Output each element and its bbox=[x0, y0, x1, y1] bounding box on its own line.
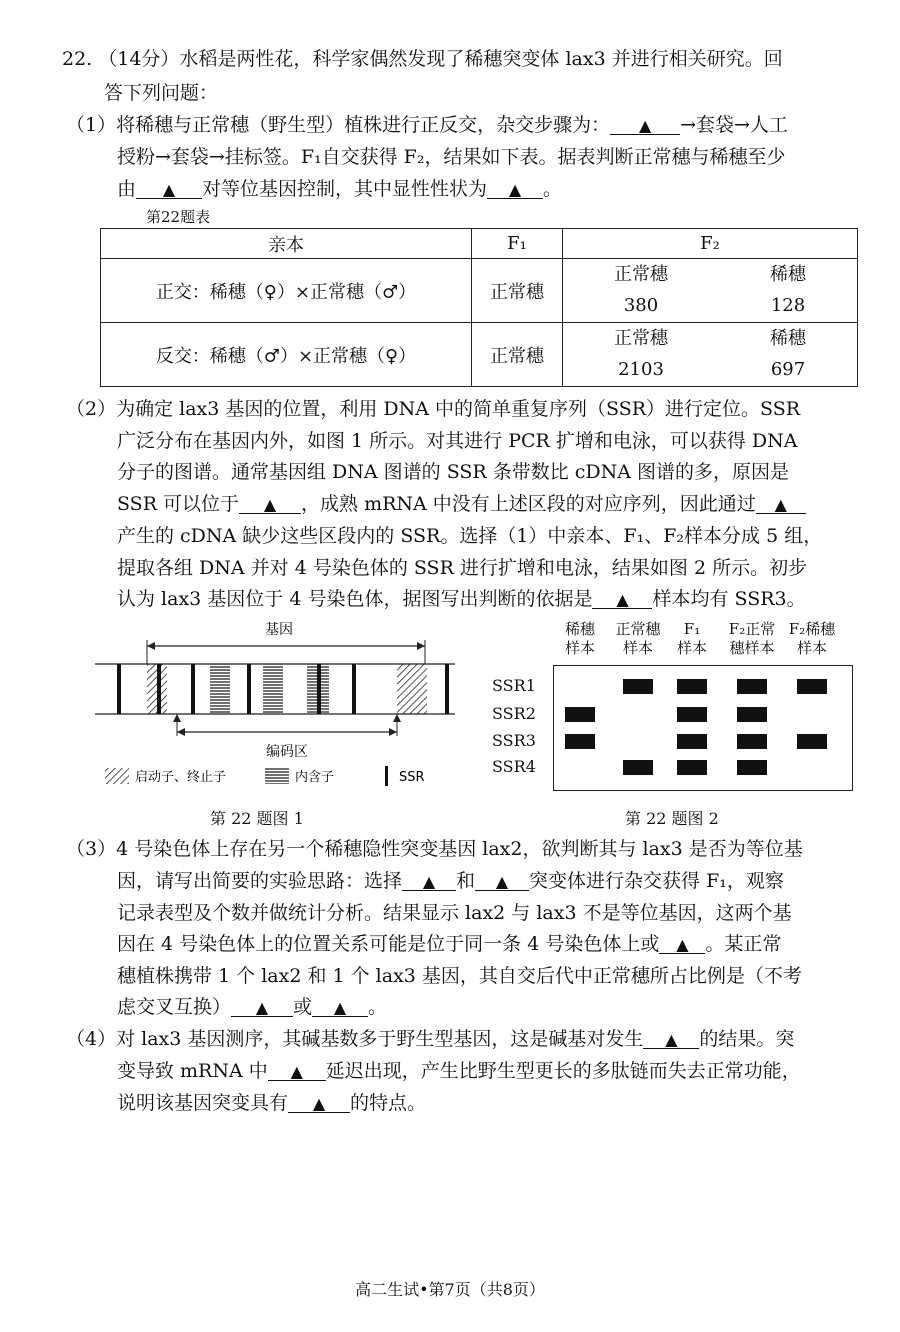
gel-column-label-line2: 样本 bbox=[676, 638, 707, 657]
legend-promoter-swatch bbox=[105, 768, 129, 784]
arrow-head bbox=[177, 728, 185, 736]
cell-parent: 反交：稀穗（♂）×正常穗（♀） bbox=[101, 323, 472, 387]
ssr-marker bbox=[445, 664, 449, 714]
answer-blank[interactable]: ▲ bbox=[756, 497, 806, 514]
part3-text: 因在 4 号染色体上的位置关系可能是位于同一条 4 号染色体上或 bbox=[117, 933, 660, 955]
part1-text: 。 bbox=[543, 178, 563, 200]
gel-band bbox=[565, 734, 595, 749]
arrow-head bbox=[389, 728, 397, 736]
ssr-marker bbox=[191, 664, 195, 714]
answer-blank[interactable]: ▲ bbox=[643, 1032, 699, 1049]
part4-text: 的结果。突 bbox=[699, 1028, 795, 1050]
gel-column-label bbox=[660, 620, 724, 658]
part4-text: （4）对 lax3 基因测序，其碱基数多于野生型基因，这是碱基对发生 bbox=[66, 1028, 644, 1050]
gene-label: 基因 bbox=[265, 622, 293, 638]
gene-structure-figure bbox=[95, 618, 465, 818]
part4-line3 bbox=[117, 1094, 426, 1113]
answer-blank[interactable]: ▲ bbox=[312, 1000, 368, 1017]
f2-value: 2103 bbox=[618, 358, 664, 380]
part3-line2 bbox=[117, 872, 784, 891]
figure2-caption: 第 22 题图 2 bbox=[625, 809, 719, 828]
gel-column-label bbox=[548, 620, 612, 658]
part1-line2: 授粉→套袋→挂标签。F₁自交获得 F₂，结果如下表。据表判断正常穗与稀穗至少 bbox=[117, 146, 786, 168]
gel-column-label-line1: F₂稀穗 bbox=[788, 620, 836, 638]
answer-blank[interactable]: ▲ bbox=[288, 1096, 350, 1113]
gel-band bbox=[797, 734, 827, 749]
part3-text: 因，请写出简要的实验思路：选择 bbox=[117, 870, 403, 892]
part3-text: 和 bbox=[456, 870, 476, 892]
gel-band bbox=[677, 679, 707, 694]
answer-blank[interactable]: ▲ bbox=[659, 937, 705, 954]
part1-text: →套袋→人工 bbox=[680, 114, 788, 136]
part4-text: 的特点。 bbox=[350, 1092, 427, 1114]
cell-parent: 正交：稀穗（♀）×正常穗（♂） bbox=[101, 259, 472, 323]
gel-column-label-line1: 稀穗 bbox=[564, 620, 595, 638]
part4-line2 bbox=[117, 1062, 801, 1081]
gel-band bbox=[797, 679, 827, 694]
question-header-line2: 答下列问题： bbox=[104, 82, 219, 104]
cell-f1: 正常穗 bbox=[472, 259, 563, 323]
answer-blank[interactable]: ▲ bbox=[592, 592, 652, 609]
gel-column-label-line2: 样本 bbox=[796, 638, 827, 657]
part2-text: ，成熟 mRNA 中没有上述区段的对应序列，因此通过 bbox=[301, 493, 756, 515]
part2-line7 bbox=[117, 590, 806, 609]
part2-text: 认为 lax3 基因位于 4 号染色体，据图写出判断的依据是 bbox=[117, 588, 593, 610]
gel-row-label: SSR1 bbox=[492, 676, 536, 695]
answer-blank[interactable]: ▲ bbox=[231, 1000, 293, 1017]
gel-band bbox=[677, 734, 707, 749]
part3-text: 。某正常 bbox=[705, 933, 782, 955]
legend-ssr-swatch bbox=[385, 766, 388, 786]
f2-value: 697 bbox=[770, 358, 806, 380]
answer-blank[interactable]: ▲ bbox=[268, 1064, 326, 1081]
part3-line4 bbox=[117, 935, 781, 954]
part1-line1 bbox=[66, 116, 788, 135]
figure1-caption: 第 22 题图 1 bbox=[210, 809, 304, 828]
gel-column-label-line1: F₁ bbox=[683, 620, 701, 638]
answer-blank[interactable]: ▲ bbox=[239, 497, 301, 514]
header-parent: 亲本 bbox=[101, 229, 472, 259]
f2-value: 128 bbox=[770, 294, 806, 316]
answer-blank[interactable]: ▲ bbox=[487, 182, 543, 199]
gel-row-label: SSR3 bbox=[492, 731, 536, 750]
legend-intron-swatch bbox=[265, 768, 289, 784]
part4-text: 延迟出现，产生比野生型更长的多肽链而失去正常功能， bbox=[325, 1060, 801, 1082]
part1-line3 bbox=[117, 180, 562, 199]
part2-text: SSR 可以位于 bbox=[117, 493, 240, 515]
gel-band bbox=[737, 734, 767, 749]
header-f2: F₂ bbox=[563, 229, 858, 259]
cell-f1: 正常穗 bbox=[472, 323, 563, 387]
part3-text: 突变体进行杂交获得 F₁，观察 bbox=[529, 870, 784, 892]
part2-line5: 产生的 cDNA 缺少这些区段内的 SSR。选择（1）中亲本、F₁、F₂样本分成 5 组， bbox=[117, 525, 823, 547]
gel-column-label-line2: 样本 bbox=[622, 638, 653, 657]
gel-column-label-line1: F₂正常 bbox=[728, 620, 776, 638]
gel-band bbox=[623, 679, 653, 694]
gel-column-label bbox=[720, 620, 784, 658]
part3-text: 虑交叉互换） bbox=[117, 996, 232, 1018]
gel-row-label: SSR2 bbox=[492, 704, 536, 723]
part1-text: 对等位基因控制，其中显性性状为 bbox=[202, 178, 488, 200]
arrow-head bbox=[393, 714, 401, 722]
legend-promoter-label: 启动子、终止子 bbox=[135, 770, 227, 785]
answer-blank[interactable]: ▲ bbox=[610, 118, 680, 135]
part3-line6 bbox=[117, 998, 387, 1017]
answer-blank[interactable]: ▲ bbox=[402, 874, 456, 891]
results-table bbox=[100, 228, 858, 387]
gel-column-label-line2: 样本 bbox=[564, 638, 595, 657]
gel-column-label-line2: 穗样本 bbox=[729, 638, 775, 657]
part4-line1 bbox=[66, 1030, 794, 1049]
f2-value: 380 bbox=[623, 294, 659, 316]
answer-blank[interactable]: ▲ bbox=[475, 874, 529, 891]
part2-line4 bbox=[117, 495, 806, 514]
table-row bbox=[101, 323, 858, 387]
gel-band bbox=[737, 707, 767, 722]
part2-text: 样本均有 SSR3。 bbox=[652, 588, 806, 610]
arrow-head bbox=[147, 642, 155, 650]
ssr-marker bbox=[117, 664, 121, 714]
part2-line2: 广泛分布在基因内外，如图 1 所示。对其进行 PCR 扩增和电泳，可以获得 DNA bbox=[117, 430, 798, 452]
part2-line3: 分子的图谱。通常基因组 DNA 图谱的 SSR 条带数比 cDNA 图谱的多，原因是 bbox=[117, 461, 790, 483]
answer-blank[interactable]: ▲ bbox=[136, 182, 202, 199]
part3-line3: 记录表型及个数并做统计分析。结果显示 lax2 与 lax3 不是等位基因，这两个基 bbox=[117, 902, 792, 924]
ssr-marker bbox=[247, 664, 251, 714]
gel-band bbox=[737, 679, 767, 694]
terminator-region bbox=[397, 664, 427, 714]
coding-region-label: 编码区 bbox=[266, 744, 308, 760]
part3-text: 或 bbox=[293, 996, 313, 1018]
legend-intron-label: 内含子 bbox=[295, 770, 335, 785]
table-caption: 第22题表 bbox=[146, 208, 211, 226]
page-footer: 高二生试•第7页（共8页） bbox=[355, 1280, 545, 1299]
f2-label: 正常穗 bbox=[614, 327, 668, 349]
f2-label: 稀穗 bbox=[770, 263, 806, 285]
gel-band bbox=[737, 760, 767, 775]
gel-band bbox=[677, 707, 707, 722]
cell-f2 bbox=[563, 259, 858, 323]
part3-line1: （3）4 号染色体上存在另一个稀穗隐性突变基因 lax2，欲判断其与 lax3 是否为等位基 bbox=[66, 838, 803, 860]
table-row bbox=[101, 259, 858, 323]
table-header-row bbox=[101, 229, 858, 259]
part4-text: 说明该基因突变具有 bbox=[117, 1092, 289, 1114]
part2-line6: 提取各组 DNA 并对 4 号染色体的 SSR 进行扩增和电泳，结果如图 2 所示。初步 bbox=[117, 557, 808, 579]
f2-label: 稀穗 bbox=[770, 327, 806, 349]
part1-text: 由 bbox=[117, 178, 137, 200]
part2-line1: （2）为确定 lax3 基因的位置，利用 DNA 中的简单重复序列（SSR）进行定位。SSR bbox=[66, 398, 801, 420]
arrow-head bbox=[173, 714, 181, 722]
gel-row-label: SSR4 bbox=[492, 757, 536, 776]
gel-column-label bbox=[780, 620, 844, 658]
question-header-line1: 22. （14分）水稻是两性花，科学家偶然发现了稀穗突变体 lax3 并进行相关研究。回 bbox=[62, 48, 783, 70]
gel-column-label-line1: 正常穗 bbox=[615, 620, 661, 638]
part4-text: 变导致 mRNA 中 bbox=[117, 1060, 268, 1082]
f2-label: 正常穗 bbox=[614, 263, 668, 285]
arrow-head bbox=[417, 642, 425, 650]
intron-region bbox=[263, 664, 283, 714]
part3-line5: 穗植株携带 1 个 lax2 和 1 个 lax3 基因，其自交后代中正常穗所占比例是（不考 bbox=[117, 965, 802, 987]
part1-text: （1）将稀穗与正常穗（野生型）植株进行正反交，杂交步骤为： bbox=[66, 114, 611, 136]
ssr-marker bbox=[157, 664, 161, 714]
ssr-marker bbox=[352, 664, 356, 714]
intron-region bbox=[210, 664, 230, 714]
cell-f2 bbox=[563, 323, 858, 387]
gel-band bbox=[677, 760, 707, 775]
part3-text: 。 bbox=[368, 996, 388, 1018]
gel-band bbox=[565, 707, 595, 722]
ssr-marker bbox=[317, 664, 321, 714]
gel-band bbox=[623, 760, 653, 775]
legend-ssr-label: SSR bbox=[399, 770, 425, 785]
header-f1: F₁ bbox=[472, 229, 563, 259]
